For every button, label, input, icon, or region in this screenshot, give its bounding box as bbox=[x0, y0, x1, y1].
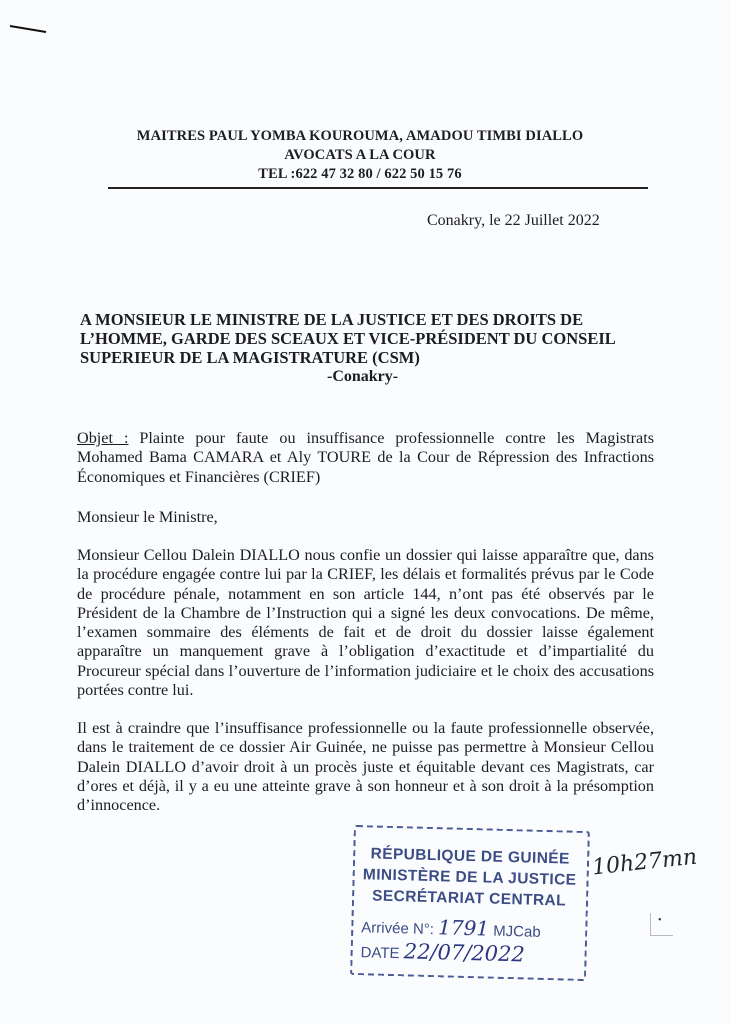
date-line: Conakry, le 22 Juillet 2022 bbox=[427, 212, 600, 229]
header-title: AVOCATS A LA COUR bbox=[284, 147, 436, 163]
paragraph-1: Monsieur Cellou Dalein DIALLO nous confie un dossier qui laisse apparaître que, dans la procédure engagée contre lui par la CRIEF, les délais et formalités prévus par le Code de procédure pénale, notamment en son article 144, n’ont pas été observés par le Président de la Chambre de l’Instruction qui a signé les deux convocations. De même, l’examen sommaire des éléments de fait et de droit du dossier laisse également apparaître un manquement grave à l’obligation d’exactitude et d’impartialité du Procureur spécial dans l’ouverture de l’information judiciaire et le choix des accusations portées contre lui. bbox=[77, 546, 654, 700]
addressee-city: -Conakry- bbox=[327, 368, 399, 385]
stamp-republic: RÉPUBLIQUE DE GUINÉE bbox=[370, 845, 570, 868]
header-phone: TEL :622 47 32 80 / 622 50 15 76 bbox=[258, 166, 462, 182]
stamp-date-label: DATE bbox=[360, 944, 400, 963]
salutation: Monsieur le Ministre, bbox=[77, 508, 218, 526]
paragraph-2: Il est à craindre que l’insuffisance professionnelle ou la faute professionnelle observée, dans le traitement de ce dossier Air Guinée, ne puisse pas permettre à Monsieur Cellou Dalein DIALLO d’avoir droit à un procès juste et équitable devant ces Magistrats, car d’ores et déjà, il y a eu une atteinte grave à son honneur et à son droit à la présomption d’innocence. bbox=[77, 719, 654, 815]
stamp-arrival-suffix: MJCab bbox=[492, 922, 541, 941]
object-label: Objet : bbox=[77, 429, 129, 447]
stamp-arrival bbox=[361, 913, 541, 942]
object-text: Plainte pour faute ou insuffisance professionnelle contre les Magistrats Mohamed Bama CAMARA et Aly TOURE de la Cour de Répression des Infractions Économiques et Financières (CRIEF) bbox=[77, 429, 655, 486]
ministry-stamp bbox=[350, 825, 588, 979]
scan-mark bbox=[8, 22, 48, 36]
addressee-line-2: L’HOMME, GARDE DES SCEAUX ET VICE-PRÉSIDENT DU CONSEIL bbox=[80, 329, 616, 348]
stamp-date bbox=[360, 938, 525, 966]
addressee-line-3: SUPERIEUR DE LA MAGISTRATURE (CSM) bbox=[80, 348, 420, 367]
header-lawyers: MAITRES PAUL YOMBA KOUROUMA, AMADOU TIMBI DIALLO bbox=[136, 128, 584, 144]
stamp-arrival-number: 1791 bbox=[437, 915, 490, 941]
object-paragraph bbox=[77, 429, 654, 487]
stamp-secretariat: SECRÉTARIAT CENTRAL bbox=[371, 887, 567, 910]
header-divider bbox=[108, 187, 648, 189]
handwritten-time: 10h27mn bbox=[590, 844, 699, 881]
addressee-line-1: A MONSIEUR LE MINISTRE DE LA JUSTICE ET DES DROITS DE bbox=[80, 310, 584, 329]
stamp-ministry: MINISTÈRE DE LA JUSTICE bbox=[362, 866, 577, 889]
stamp-arrival-label: Arrivée N°: bbox=[361, 919, 435, 939]
stamp-date-value: 22/07/2022 bbox=[403, 939, 526, 967]
corner-dot: • bbox=[658, 915, 662, 926]
